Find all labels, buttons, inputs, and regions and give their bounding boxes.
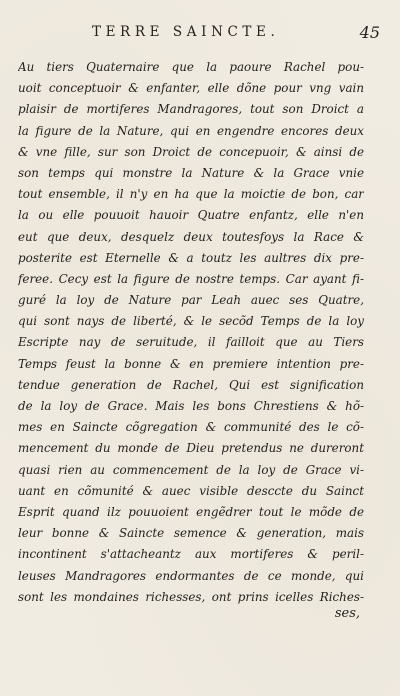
- text-line: uoit conceptuoir & enfanter, elle dõne pour vng vain: [18, 81, 364, 96]
- text-line: guré la loy de Nature par Leah auec ses Quatre,: [18, 293, 364, 308]
- text-line: Escripte nay de seruitude, il failloit que au Tiers: [18, 335, 364, 350]
- text-line: son temps qui monstre la Nature & la Grace vnie: [18, 165, 364, 180]
- text-line: quasi rien au commencement de la loy de Grace vi-: [18, 462, 364, 477]
- text-line: uant en cõmunité & auec visible desccte du Sainct: [18, 483, 364, 498]
- text-line: sont les mondaines richesses, ont prins icelles Riches-: [18, 589, 364, 604]
- body-text: [18, 57, 364, 608]
- text-line: & vne fille, sur son Droict de concepuoir, & ainsi de: [18, 144, 364, 159]
- text-line: mes en Saincte cõgregation & communité des le cõ-: [18, 420, 364, 435]
- running-title: TERRE SAINCTE.: [92, 24, 280, 40]
- text-line: leur bonne & Saincte semence & generation, mais: [18, 526, 364, 541]
- text-line: feree. Cecy est la figure de nostre temps. Car ayant fi-: [18, 271, 364, 286]
- page-header: [62, 24, 382, 54]
- text-line: incontinent s'attacheantz aux mortiferes & peril-: [18, 547, 364, 562]
- text-line: tendue generation de Rachel, Qui est signification: [18, 377, 364, 392]
- text-line: tout ensemble, il n'y en ha que la moictie de bon, car: [18, 187, 364, 202]
- text-line: la ou elle pouuoit hauoir Quatre enfantz, elle n'en: [18, 208, 364, 223]
- text-line: leuses Mandragores endormantes de ce monde, qui: [18, 568, 364, 583]
- text-line: de la loy de Grace. Mais les bons Chrestiens & hõ-: [18, 399, 364, 413]
- page-number: 45: [359, 23, 380, 42]
- text-line: posterite est Eternelle & a toutz les aultres dix pre-: [18, 250, 364, 265]
- text-line: Temps feust la bonne & en premiere intention pre-: [18, 356, 364, 371]
- text-line: Esprit quand ilz pouuoient engẽdrer tout le mõde de: [18, 504, 364, 519]
- text-line: la figure de la Nature, qui en engendre encores deux: [18, 123, 364, 138]
- text-line: plaisir de mortiferes Mandragores, tout son Droict a: [18, 102, 364, 117]
- text-line: mencement du monde de Dieu pretendus ne dureront: [18, 441, 364, 456]
- text-line: qui sont nays de liberté, & le secõd Temps de la loy: [18, 314, 364, 329]
- catchword: ses,: [334, 606, 360, 621]
- text-line: Au tiers Quaternaire que la paoure Rachel pou-: [18, 60, 364, 74]
- text-line: eut que deux, desquelz deux toutesfoys la Race &: [18, 229, 364, 244]
